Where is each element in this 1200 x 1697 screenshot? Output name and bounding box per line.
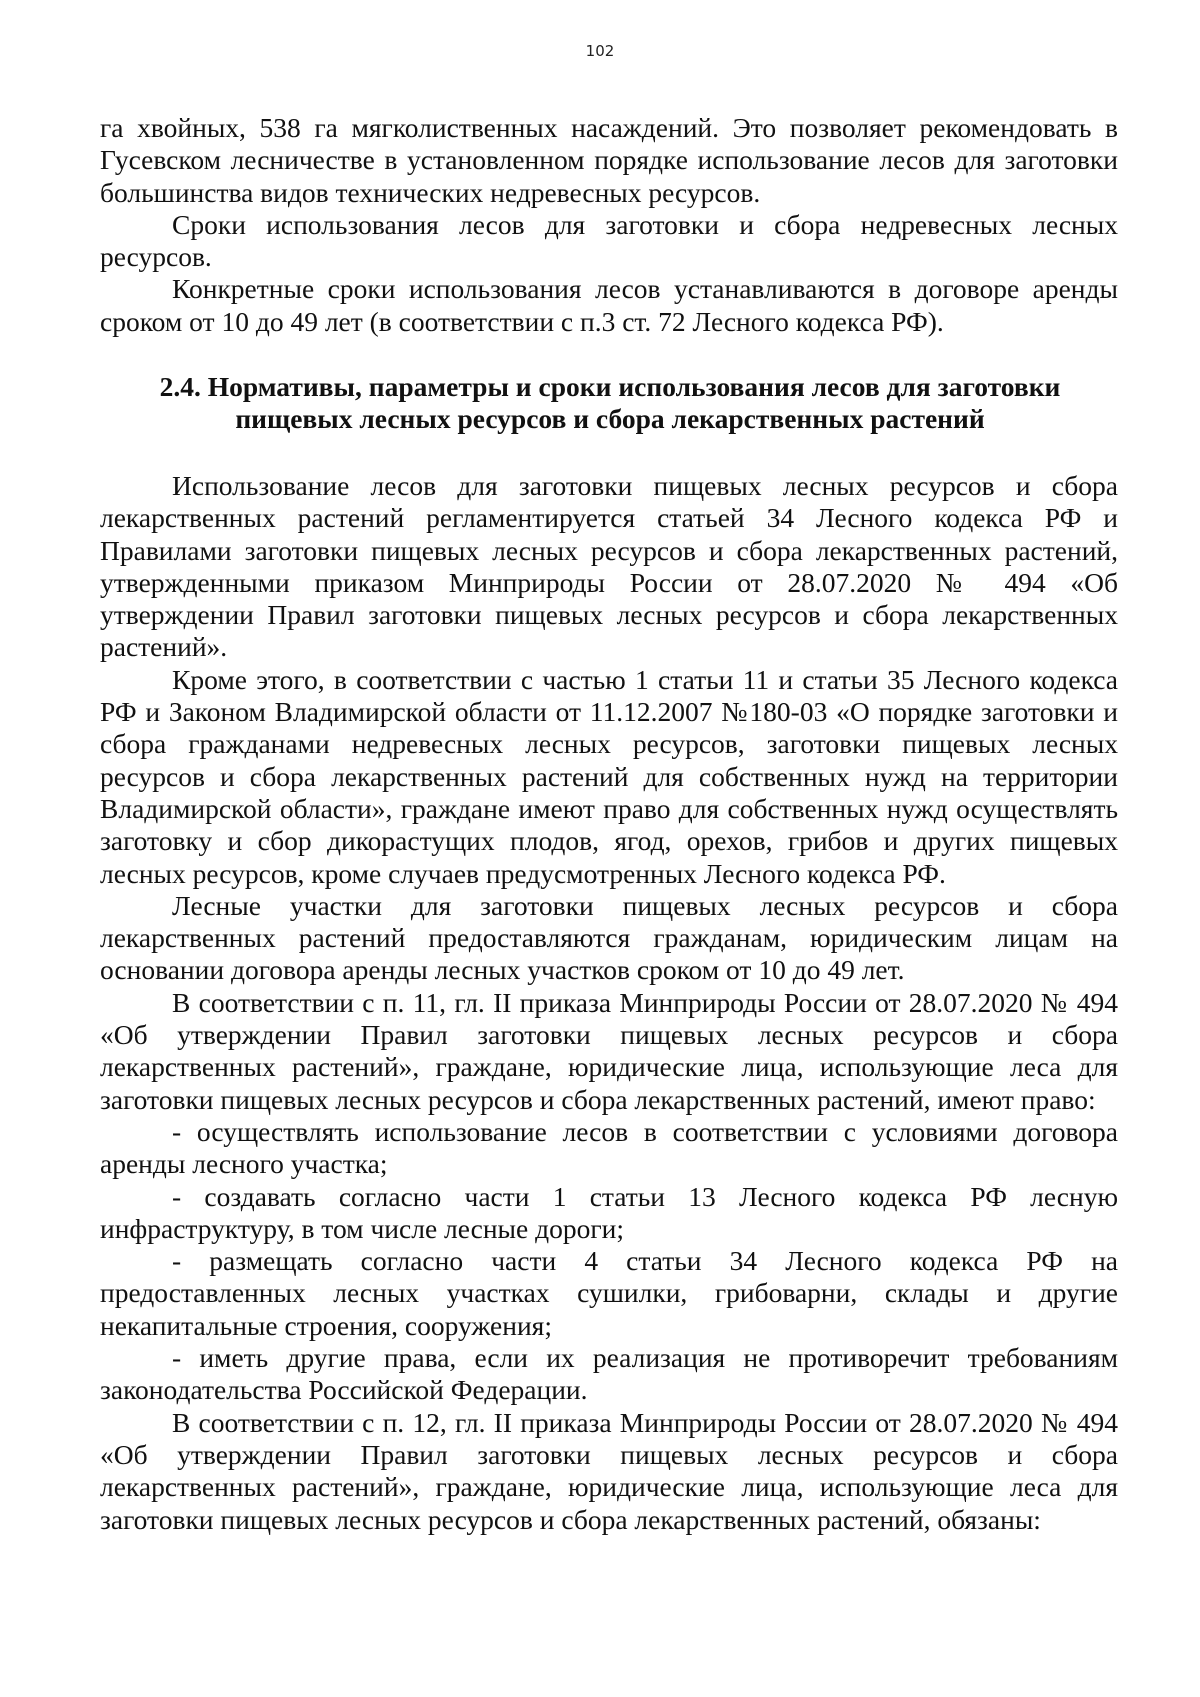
top-text-block: [100, 112, 1118, 338]
paragraph-obligations-intro: В соответствии с п. 12, гл. II приказа Минприроды России от 28.07.2020 № 494 «Об утверждении Правил заготовки пищевых лесных ресурсов и сбора лекарственных растений», граждане, юридические лица, использующие леса для заготовки пищевых лесных ресурсов и сбора лекарственных растений, обязаны:: [100, 1406, 1118, 1535]
list-item-right-1: - осуществлять использование лесов в соответствии с условиями договора аренды лесного участка;: [100, 1115, 1118, 1180]
main-text-block: [100, 470, 1118, 1536]
paragraph-continuation: га хвойных, 538 га мягколиственных насаждений. Это позволяет рекомендовать в Гусевском лесничестве в установленном порядке использование лесов для заготовки большинства видов технических недревесных ресурсов.: [100, 112, 1118, 208]
paragraph-regional-law: Кроме этого, в соответствии с частью 1 статьи 11 и статьи 35 Лесного кодекса РФ и Законом Владимирской области от 11.12.2007 №180-03 «О порядке заготовки и сбора гражданами недревесных лесных ресурсов, заготовки пищевых лесных ресурсов и сбора лекарственных растений для собственных нужд на территории Владимирской области», граждане имеют право для собственных нужд осуществлять заготовку и сбор дикорастущих плодов, ягод, орехов, грибов и других пищевых лесных ресурсов, кроме случаев предусмотренных Лесного кодекса РФ.: [100, 663, 1118, 889]
paragraph-rights-intro: В соответствии с п. 11, гл. II приказа Минприроды России от 28.07.2020 № 494 «Об утверждении Правил заготовки пищевых лесных ресурсов и сбора лекарственных растений», граждане, юридические лица, использующие леса для заготовки пищевых лесных ресурсов и сбора лекарственных растений, имеют право:: [100, 986, 1118, 1115]
list-item-right-4: - иметь другие права, если их реализация не противоречит требованиям законодательства Российской Федерации.: [100, 1342, 1118, 1406]
section-heading-line-1: 2.4. Нормативы, параметры и сроки использования лесов для заготовки: [159, 371, 1061, 402]
list-item-right-2: - создавать согласно части 1 статьи 13 Лесного кодекса РФ лесную инфраструктуру, в том числе лесные дороги;: [100, 1180, 1118, 1244]
paragraph-terms-detail: Конкретные сроки использования лесов устанавливаются в договоре аренды сроком от 10 до 49 лет (в соответствии с п.3 ст. 72 Лесного кодекса РФ).: [100, 273, 1118, 337]
paragraph-lease: Лесные участки для заготовки пищевых лесных ресурсов и сбора лекарственных растений предоставляются гражданам, юридическим лицам на основании договора аренды лесных участков сроком от 10 до 49 лет.: [100, 889, 1118, 986]
list-item-right-3: - размещать согласно части 4 статьи 34 Лесного кодекса РФ на предоставленных лесных участках сушилки, грибоварни, склады и другие некапитальные строения, сооружения;: [100, 1245, 1118, 1341]
paragraph-regulation: Использование лесов для заготовки пищевых лесных ресурсов и сбора лекарственных растений регламентируется статьей 34 Лесного кодекса РФ и Правилами заготовки пищевых лесных ресурсов и сбора лекарственных растений, утвержденными приказом Минприроды России от 28.07.2020 № 494 «Об утверждении Правил заготовки пищевых лесных ресурсов и сбора лекарственных растений».: [100, 470, 1118, 663]
paragraph-terms-title: Сроки использования лесов для заготовки и сбора недревесных лесных ресурсов.: [100, 208, 1118, 273]
section-heading-line-2: пищевых лесных ресурсов и сбора лекарственных растений: [235, 403, 985, 435]
page-number: 102: [585, 42, 615, 60]
section-heading: [120, 371, 1100, 436]
